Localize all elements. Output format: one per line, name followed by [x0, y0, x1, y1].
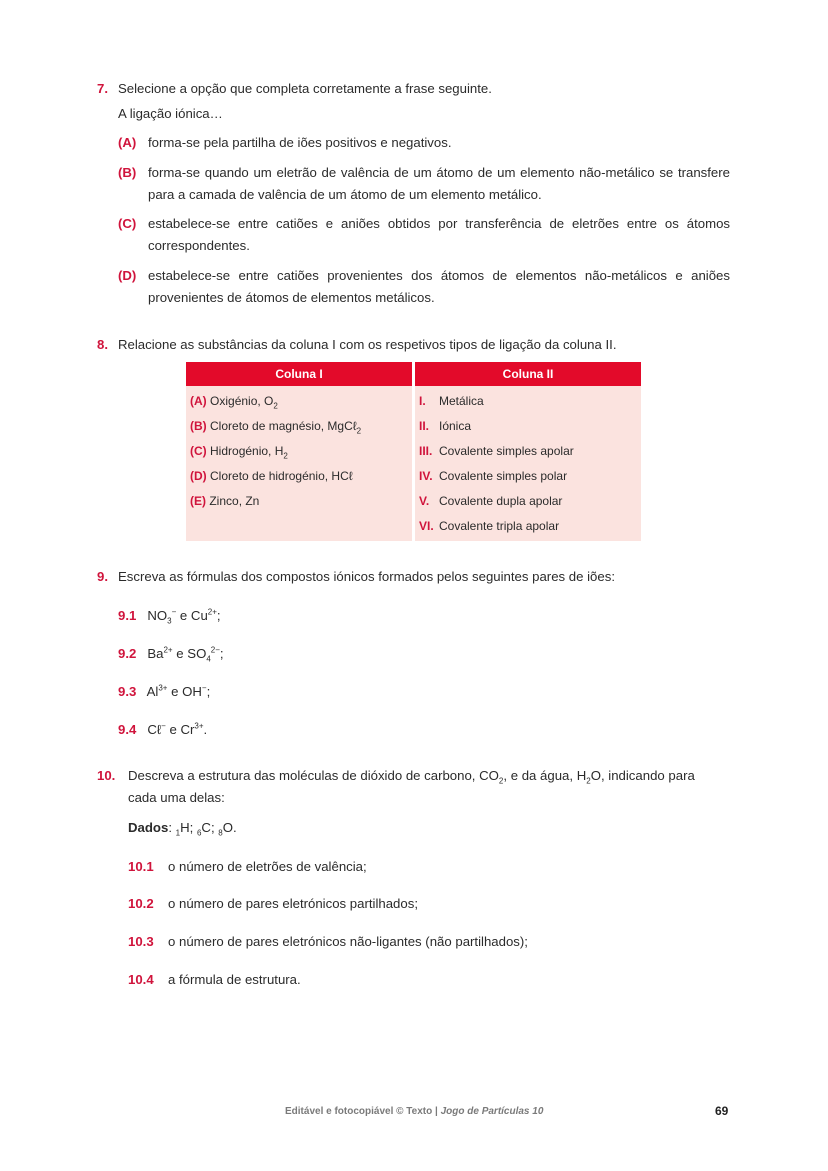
punctuation: ;: [216, 608, 221, 623]
footer-credit: [285, 1106, 543, 1117]
element: O: [222, 820, 233, 835]
table-row: [419, 418, 471, 434]
ion-a: Al: [146, 684, 159, 699]
subscript: 2: [273, 401, 278, 411]
conjunction: e: [167, 684, 183, 699]
sub-question-9-2: [118, 645, 224, 663]
sub-question-10-3: [128, 933, 528, 951]
ion-b: Cu: [190, 608, 208, 623]
question-prompt-cont: cada uma delas:: [128, 790, 225, 805]
question-prompt: Relacione as substâncias da coluna I com os respetivos tipos de ligação da coluna II.: [118, 337, 617, 352]
sub-question-10-1: [128, 858, 367, 876]
separator: ;: [189, 820, 197, 835]
subscript: 2: [356, 426, 362, 436]
sub-question-10-2: [128, 895, 418, 913]
ion-b: SO: [187, 646, 207, 661]
row-label: II.: [419, 419, 430, 433]
option-text: forma-se pela partilha de iões positivos e negativos.: [148, 135, 452, 150]
question-number: 10.: [97, 768, 116, 783]
sub-question-9-4: [118, 721, 207, 739]
column-1-header: Coluna I: [186, 362, 412, 386]
row-label: V.: [419, 494, 430, 508]
option-text: forma-se quando um eletrão de valência de um átomo de um elemento não-metálico se transfere para a camada de valência de um átomo de um elemento metálico.: [148, 165, 730, 202]
sub-question-text: o número de eletrões de valência;: [168, 859, 367, 874]
separator: ;: [210, 820, 219, 835]
question-number: 7.: [97, 81, 108, 96]
row-label: (D): [190, 469, 207, 483]
prompt-text: O, indicando para: [590, 768, 695, 783]
sub-question-label: 10.2: [128, 896, 154, 911]
table-row: [190, 418, 361, 434]
superscript: 3+: [158, 683, 168, 693]
column-1: [186, 362, 412, 541]
row-text: Zinco, Zn: [209, 494, 260, 508]
question-number: 8.: [97, 337, 108, 352]
question-prompt: Selecione a opção que completa corretamente a frase seguinte.: [118, 81, 492, 96]
superscript: 2−: [210, 645, 220, 655]
row-text: Cloreto de magnésio, MgCℓ: [210, 419, 357, 433]
sub-question-label: 10.1: [128, 859, 154, 874]
punctuation: ;: [206, 684, 211, 699]
option-label: (A): [118, 135, 137, 150]
page-number: 69: [715, 1104, 729, 1118]
subscript: 3: [167, 616, 172, 626]
row-label: (C): [190, 444, 207, 458]
sub-question-label: 10.4: [128, 972, 154, 987]
element: H: [180, 820, 190, 835]
atomic-number: 8: [218, 828, 223, 838]
row-text: Oxigénio, O: [210, 394, 274, 408]
superscript: 3+: [194, 721, 204, 731]
row-text: Covalente dupla apolar: [439, 494, 563, 508]
superscript: −: [161, 721, 166, 731]
question-prompt: [128, 767, 730, 785]
sub-question-label: 9.2: [118, 646, 137, 661]
row-text: Iónica: [439, 419, 472, 433]
table-row: [419, 518, 559, 534]
conjunction: e: [172, 646, 188, 661]
atomic-number: 6: [196, 828, 202, 838]
row-label: (A): [190, 394, 207, 408]
book-title: Jogo de Partículas 10: [440, 1106, 544, 1117]
punctuation: .: [203, 722, 208, 737]
ion-b: OH: [182, 684, 202, 699]
prompt-text: Descreva a estrutura das moléculas de dióxido de carbono, CO: [128, 768, 499, 783]
column-2: [415, 362, 641, 541]
sub-question-label: 9.4: [118, 722, 137, 737]
row-label: (E): [190, 494, 206, 508]
row-label: (B): [190, 419, 207, 433]
row-text: Covalente tripla apolar: [439, 519, 560, 533]
sub-question-label: 9.3: [118, 684, 137, 699]
table-row: [419, 493, 562, 509]
sub-question-9-3: [118, 683, 210, 701]
option-text: estabelece-se entre catiões provenientes dos átomos de elementos não-metálicos e aniões provenientes de átomos de elementos metálicos.: [148, 268, 730, 305]
sub-question-text: o número de pares eletrónicos não-ligantes (não partilhados);: [168, 934, 528, 949]
row-label: VI.: [419, 519, 434, 533]
conjunction: e: [165, 722, 181, 737]
superscript: 2+: [207, 607, 217, 617]
punctuation: ;: [219, 646, 224, 661]
question-stem: A ligação iónica…: [118, 106, 223, 121]
superscript: −: [171, 607, 177, 617]
footer-text: Editável e fotocopiável © Texto |: [285, 1106, 441, 1117]
superscript: 2+: [163, 645, 173, 655]
separator: .: [232, 820, 237, 835]
column-2-header: Coluna II: [415, 362, 641, 386]
subscript: 4: [206, 654, 211, 664]
ion-a: Cℓ: [147, 722, 162, 737]
sub-question-9-1: [118, 607, 221, 625]
row-label: III.: [419, 444, 433, 458]
row-text: Cloreto de hidrogénio, HCℓ: [210, 469, 353, 483]
given-data-label: Dados: [128, 820, 169, 835]
table-row: [190, 443, 288, 459]
option-label: (B): [118, 165, 137, 180]
question-number: 9.: [97, 569, 108, 584]
option-label: (C): [118, 216, 137, 231]
table-row: [419, 468, 567, 484]
given-data: Dados: $_1$H; $_6$C; $_8$O.: [128, 820, 237, 838]
ion-a: Ba: [147, 646, 164, 661]
sub-question-10-4: [128, 971, 301, 989]
subscript: 2: [498, 776, 504, 786]
option-label: (D): [118, 268, 137, 283]
row-text: Hidrogénio, H: [210, 444, 284, 458]
table-row: [190, 393, 278, 409]
table-row: [190, 493, 259, 509]
option-text: estabelece-se entre catiões e aniões obtidos por transferência de eletrões entre os átomos correspondentes.: [148, 216, 730, 253]
conjunction: e: [176, 608, 191, 623]
table-row: [190, 468, 353, 484]
subscript: 2: [283, 451, 288, 461]
superscript: −: [201, 683, 207, 693]
atomic-number: 1: [175, 828, 181, 838]
row-text: Metálica: [439, 394, 484, 408]
subscript: 2: [586, 776, 591, 786]
ion-b: Cr: [180, 722, 195, 737]
prompt-text: , e da água, H: [503, 768, 587, 783]
sub-question-text: a fórmula de estrutura.: [168, 972, 301, 987]
sub-question-text: o número de pares eletrónicos partilhados;: [168, 896, 418, 911]
sub-question-label: 9.1: [118, 608, 137, 623]
matching-table: [186, 362, 641, 541]
element: C: [201, 820, 211, 835]
row-text: Covalente simples polar: [439, 469, 568, 483]
row-text: Covalente simples apolar: [439, 444, 574, 458]
question-prompt: Escreva as fórmulas dos compostos iónicos formados pelos seguintes pares de iões:: [118, 569, 615, 584]
sub-question-label: 10.3: [128, 934, 154, 949]
row-label: I.: [419, 394, 426, 408]
table-row: [419, 393, 484, 409]
ion-a: NO: [147, 608, 168, 623]
row-label: IV.: [419, 469, 433, 483]
table-row: [419, 443, 574, 459]
